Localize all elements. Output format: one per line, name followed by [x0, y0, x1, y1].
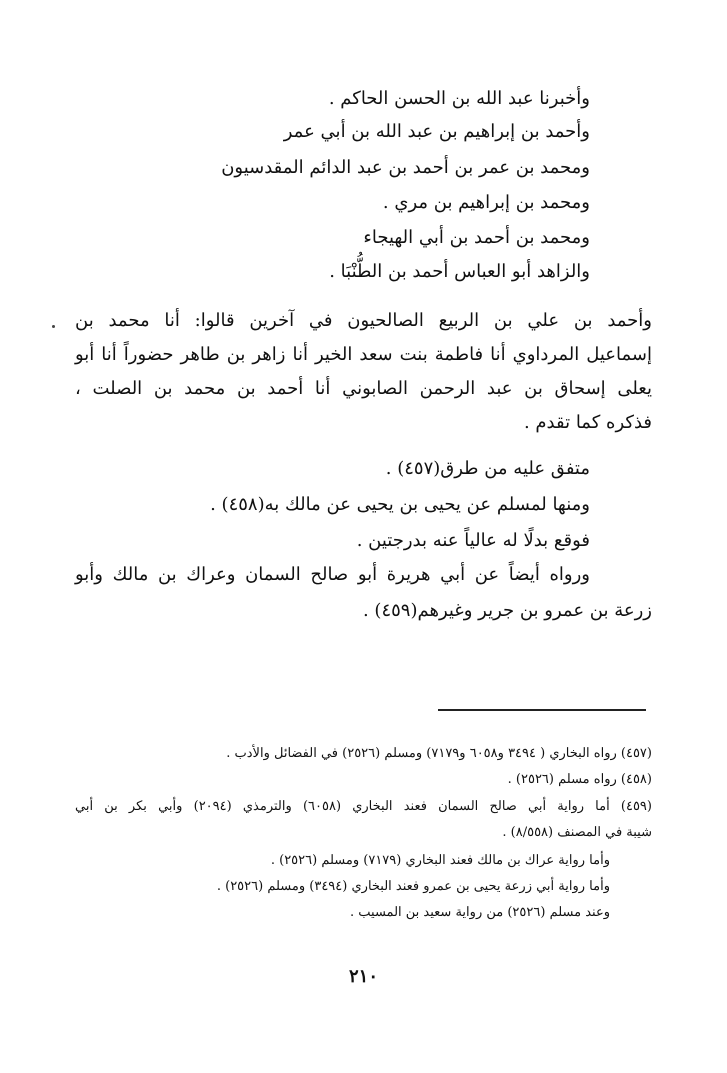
- footnote-459-line-2: شيبة في المصنف (٨/٥٥٨) .: [502, 825, 652, 840]
- footnote-459-line-1: (٤٥٩) أما رواية أبي صالح السمان فعند البخاري (٦٠٥٨) والترمذي (٢٠٩٤) وأبي بكر بن أبي: [75, 799, 652, 814]
- footnote-458: (٤٥٨) رواه مسلم (٢٥٢٦) .: [507, 772, 652, 787]
- paragraph1-line-3: يعلى إسحاق بن عبد الرحمن الصابوني أنا أحمد بن محمد بن الصلت ،: [75, 378, 652, 399]
- paragraph2-line-3: فوقع بدلًا له عالياً عنه بدرجتين .: [356, 530, 590, 551]
- page-number: ٢١٠: [348, 966, 378, 987]
- verse-line-5: ومحمد بن أحمد بن أبي الهيجاء: [363, 227, 590, 248]
- footnote-separator: [438, 709, 646, 711]
- verse-line-6: والزاهد أبو العباس أحمد بن الطُّنْبَا .: [329, 261, 590, 282]
- paragraph3-line-2: زرعة بن عمرو بن جرير وغيرهم(٤٥٩) .: [362, 600, 652, 621]
- paragraph3-line-1: ورواه أيضاً عن أبي هريرة أبو صالح السمان وعراك بن مالك وأبو: [75, 564, 590, 585]
- footnote-459-line-3: وأما رواية عراك بن مالك فعند البخاري (٧١٧٩) ومسلم (٢٥٢٦) .: [270, 853, 610, 868]
- verse-line-1: وأخبرنا عبد الله بن الحسن الحاكم .: [328, 88, 590, 109]
- verse-line-4: ومحمد بن إبراهيم بن مري .: [382, 192, 590, 213]
- paragraph1-line-2: إسماعيل المرداوي أنا فاطمة بنت سعد الخير أنا زاهر بن طاهر حضوراً أنا أبو: [75, 344, 652, 365]
- footnote-459-line-4: وأما رواية أبي زرعة يحيى بن عمرو فعند البخاري (٣٤٩٤) ومسلم (٢٥٢٦) .: [216, 879, 610, 894]
- footnote-459-line-5: وعند مسلم (٢٥٢٦) من رواية سعيد بن المسيب .: [350, 905, 610, 920]
- verse-line-2: وأحمد بن إبراهيم بن عبد الله بن أبي عمر: [283, 121, 590, 142]
- paragraph1-line-1: وأحمد بن علي بن الربيع الصالحيون في آخرين قالوا: أنا محمد بن: [75, 310, 652, 331]
- margin-mark: [52, 325, 55, 328]
- footnote-457: (٤٥٧) رواه البخاري ( ٣٤٩٤ و٦٠٥٨ و٧١٧٩) ومسلم (٢٥٢٦) في الفضائل والأدب .: [226, 746, 652, 761]
- paragraph1-line-4: فذكره كما تقدم .: [523, 412, 652, 433]
- verse-line-3: ومحمد بن عمر بن أحمد بن عبد الدائم المقدسيون: [221, 157, 590, 178]
- paragraph2-line-1: متفق عليه من طرق(٤٥٧) .: [385, 458, 590, 479]
- paragraph2-line-2: ومنها لمسلم عن يحيى بن يحيى عن مالك به(٤٥٨) .: [210, 494, 590, 515]
